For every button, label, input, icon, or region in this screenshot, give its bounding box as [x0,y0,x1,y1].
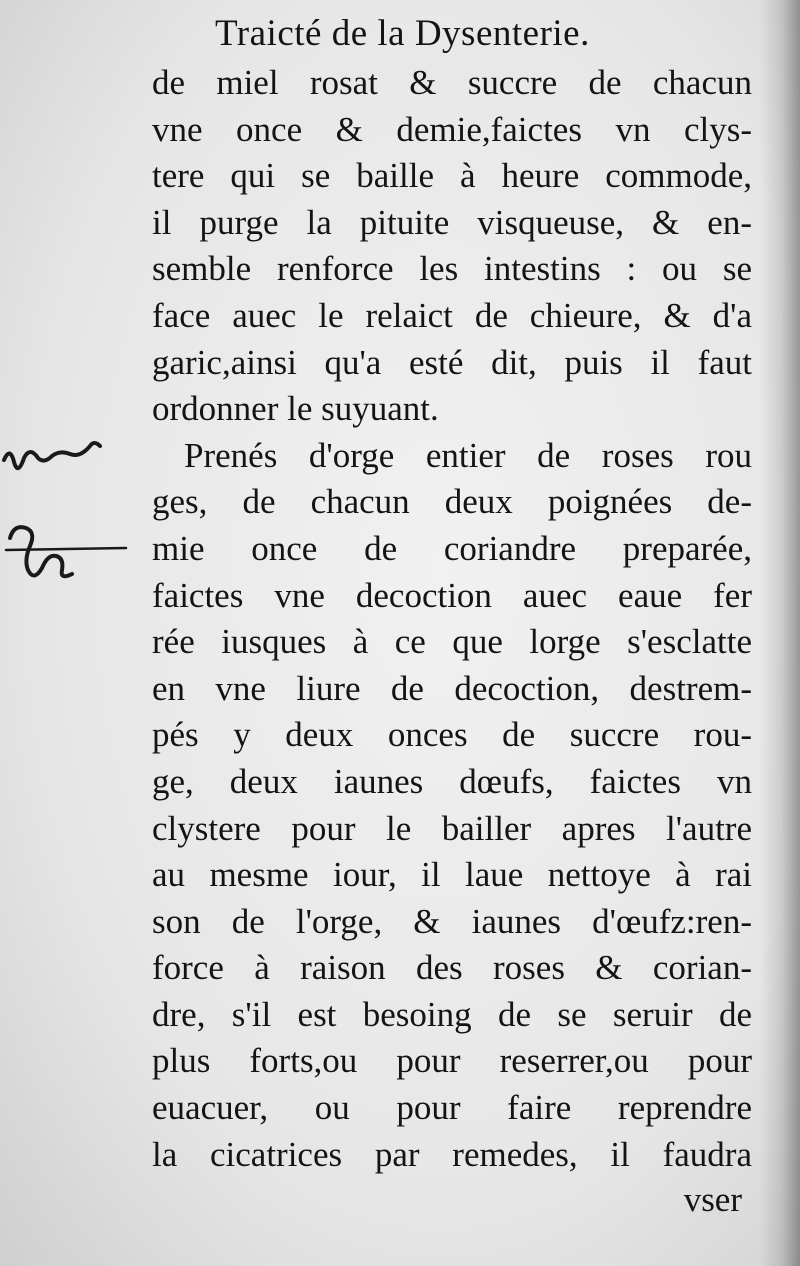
text-line: ge, deux iaunes dœufs, faictes vn [152,761,752,801]
text-line: garic,ainsi qu'a esté dit, puis il faut [152,342,752,382]
paragraph-2 [152,433,752,1179]
text-line: il purge la pituite visqueuse, & en- [152,202,752,242]
text-line: force à raison des roses & corian- [152,948,752,988]
text-line: de miel rosat & succre de chacun [152,63,752,102]
text-line: Prenés d'orge entier de roses rou [184,435,752,475]
text-line: vne once & demie,faictes vn clys- [152,109,752,149]
text-line: faictes vne decoction auec eaue fer [152,575,752,615]
catchword: vser [683,1180,742,1219]
text-line: ordonner le suyuant. [152,389,439,429]
running-head: Traicté de la Dysenterie. [215,13,590,54]
text-line: rée iusques à ce que lorge s'esclatte [152,622,752,662]
text-line: la cicatrices par remedes, il faudra [152,1134,752,1174]
text-line: tere qui se baille à heure commode, [152,156,752,196]
text-line: euacuer, ou pour faire reprendre [152,1088,752,1128]
binding-shadow [760,0,800,1266]
text-line: pés y deux onces de succre rou- [152,715,752,755]
text-line: son de l'orge, & iaunes d'œufz:ren- [152,901,752,941]
text-line: ges, de chacun deux poignées de- [152,482,752,522]
text-line: en vne liure de decoction, destrem- [152,668,752,708]
text-line: clystere pour le bailler apres l'autre [152,808,752,848]
text-line: mie once de coriandre preparée, [152,528,752,568]
text-line: plus forts,ou pour reserrer,ou pour [152,1041,752,1081]
text-line: semble renforce les intestins : ou se [152,249,752,289]
text-line: au mesme iour, il laue nettoye à rai [152,855,752,895]
text-line: dre, s'il est besoing de se seruir de [152,994,752,1034]
text-line: face auec le relaict de chieure, & d'a [152,295,752,335]
paragraph-1 [152,60,752,433]
handwritten-marginal-note [0,430,130,610]
body-text [152,60,752,1178]
